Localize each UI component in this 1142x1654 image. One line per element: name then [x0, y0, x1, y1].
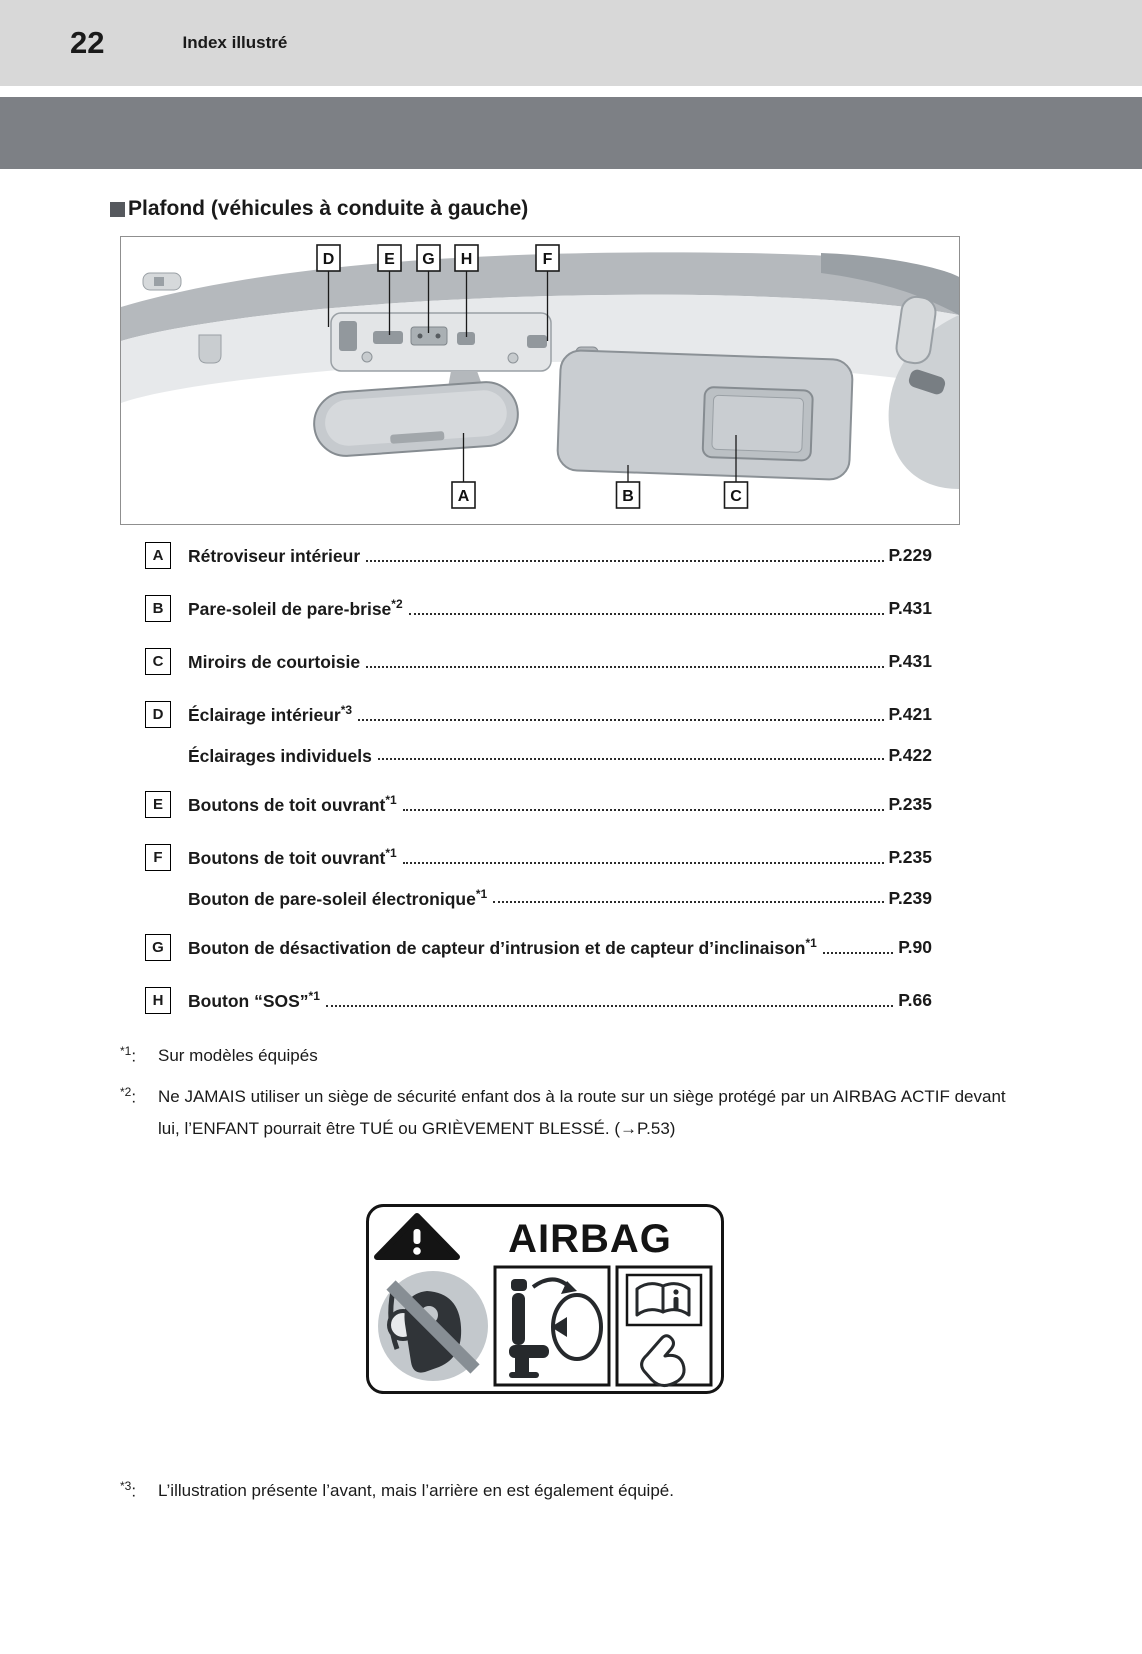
footnote-2: [120, 1081, 1022, 1146]
dot-leader: [403, 809, 884, 811]
vanity-mirror: [703, 387, 813, 461]
svg-text:B: B: [622, 488, 634, 505]
dot-leader: [823, 952, 893, 954]
interior-light-button: [339, 321, 357, 351]
footnote-marker: $^{*3}$:: [120, 1479, 137, 1501]
index-label: [188, 597, 403, 620]
callout-box-b: [617, 482, 640, 508]
footnote-text: L’illustration présente l’avant, mais l’arrière en est également équipé.: [158, 1481, 674, 1501]
index-label-text: Boutons de toit ouvrant: [188, 847, 386, 868]
footnote-ref: *1: [385, 792, 397, 807]
page-reference: P.235: [888, 846, 932, 867]
footnote-ref: *1: [805, 935, 817, 950]
page-reference: P.431: [888, 598, 932, 618]
index-row-d: [145, 701, 932, 728]
index-subrow-f: [145, 887, 932, 910]
svg-text:C: C: [730, 488, 742, 505]
section-title-text: Plafond (véhicules à conduite à gauche): [128, 197, 529, 220]
index-label: [188, 989, 320, 1012]
footnote-text: Ne JAMAIS utiliser un siège de sécurité enfant dos à la route sur un siège protégé par un AIRBAG ACTIF devant lui, l’ENFANT pourrait être TUÉ ou GRIÈVEMENT BLESSÉ. (→P.53): [158, 1086, 1006, 1138]
dot-leader: [409, 613, 884, 615]
airbag-label-svg: [365, 1203, 725, 1395]
footnote-text: Sur modèles équipés: [158, 1045, 318, 1065]
dot-leader: [366, 666, 883, 668]
page-reference: P.421: [888, 704, 932, 724]
index-label-text: Bouton de désactivation de capteur d’intrusion et de capteur d’inclinaison: [188, 937, 806, 958]
dot-leader: [326, 1005, 893, 1007]
section-title: [110, 197, 1022, 221]
ceiling-diagram: [120, 236, 960, 525]
page-header: [0, 0, 1142, 86]
page-reference: P.235: [888, 793, 932, 814]
page-number: 22: [70, 25, 105, 60]
index-label: [188, 846, 397, 869]
index-label-text: Miroirs de courtoisie: [188, 651, 361, 672]
page-reference: P.90: [898, 936, 932, 957]
section-bullet-icon: [110, 202, 125, 217]
map-light: [362, 352, 372, 362]
index-label-text: Bouton de pare-soleil électronique: [188, 888, 476, 909]
footnote-1: [120, 1040, 1022, 1073]
footnote-3: [120, 1475, 1022, 1508]
index-subrow-d: [145, 744, 932, 767]
visor-hook-left: [199, 335, 221, 363]
console-dot: [436, 334, 441, 339]
footnotes: [120, 1040, 1022, 1146]
index-label-text: Bouton “SOS”: [188, 990, 309, 1011]
callout-box-h: [455, 245, 478, 271]
moonroof-button-right: [527, 335, 547, 348]
callout-badge: C: [145, 648, 171, 675]
dot-leader: [493, 901, 883, 903]
section-band: [0, 97, 1142, 169]
left-sensor-glyph: [154, 277, 164, 286]
map-light: [508, 353, 518, 363]
seat-airbag-icon: [495, 1267, 609, 1385]
page-reference: P.66: [898, 989, 932, 1010]
callout-box-c: [725, 482, 748, 508]
footnote-ref: *1: [385, 845, 397, 860]
dot-leader: [366, 560, 883, 562]
footnote-marker: $^{*1}$:: [120, 1043, 137, 1066]
callout-box-d: [317, 245, 340, 271]
svg-text:H: H: [460, 251, 473, 268]
callout-badge: H: [145, 987, 171, 1014]
index-label-text: Éclairages individuels: [188, 745, 372, 766]
ceiling-diagram-svg: [121, 237, 959, 524]
footnote-3-block: [120, 1475, 1022, 1508]
index-row-a: [145, 542, 932, 569]
callout-badge: A: [145, 542, 171, 569]
console-dot: [418, 334, 423, 339]
index-label-text: Pare-soleil de pare-brise: [188, 598, 392, 619]
svg-text:A: A: [457, 488, 470, 505]
index-label: [188, 544, 360, 567]
index-label: [188, 744, 372, 767]
index-label: [188, 936, 817, 959]
callout-box-e: [378, 245, 401, 271]
no-rear-facing-child-seat-icon: [378, 1271, 488, 1381]
index-row-e: [145, 791, 932, 818]
callout-badge: E: [145, 791, 171, 818]
page-reference: P.239: [888, 887, 932, 908]
rearview-mirror: [312, 380, 520, 458]
svg-text:G: G: [422, 251, 435, 268]
svg-text:F: F: [542, 251, 553, 268]
index-row-g: [145, 934, 932, 961]
callout-badge: F: [145, 844, 171, 871]
index-label: [188, 650, 360, 673]
header-title: Index illustré: [182, 33, 288, 52]
sun-visor: [557, 350, 853, 480]
index-list: [145, 542, 932, 1014]
callout-box-f: [536, 245, 559, 271]
callout-badge: G: [145, 934, 171, 961]
page-content: [0, 197, 1142, 1508]
dot-leader: [358, 719, 883, 721]
svg-text:E: E: [384, 251, 395, 268]
page-reference: P.422: [888, 744, 932, 765]
airbag-warning-label: [94, 1203, 996, 1395]
overhead-console: [331, 313, 551, 371]
index-label: [188, 887, 487, 910]
moonroof-button-left: [373, 331, 403, 344]
index-label-text: Boutons de toit ouvrant: [188, 794, 386, 815]
svg-text:D: D: [322, 251, 335, 268]
page-reference: P.229: [888, 545, 932, 565]
index-label-text: Rétroviseur intérieur: [188, 545, 361, 566]
footnote-ref: *1: [308, 988, 320, 1003]
page-reference: P.431: [888, 651, 932, 671]
index-row-c: [145, 648, 932, 675]
footnote-ref: *1: [475, 886, 488, 901]
callout-badge: D: [145, 701, 171, 728]
footnote-ref: *3: [340, 703, 353, 718]
index-label: [188, 703, 352, 726]
dot-leader: [378, 758, 884, 760]
callout-box-g: [417, 245, 440, 271]
footnote-marker: $^{*2}$:: [120, 1084, 137, 1107]
index-row-b: [145, 595, 932, 622]
index-label-text: Éclairage intérieur: [188, 704, 341, 725]
airbag-title: AIRBAG: [508, 1217, 672, 1262]
footnote-ref: *2: [391, 597, 403, 612]
index-row-h: [145, 987, 932, 1014]
index-label: [188, 793, 397, 816]
index-row-f: [145, 844, 932, 871]
dot-leader: [403, 862, 884, 864]
callout-badge: B: [145, 595, 171, 622]
callout-box-a: [452, 482, 475, 508]
